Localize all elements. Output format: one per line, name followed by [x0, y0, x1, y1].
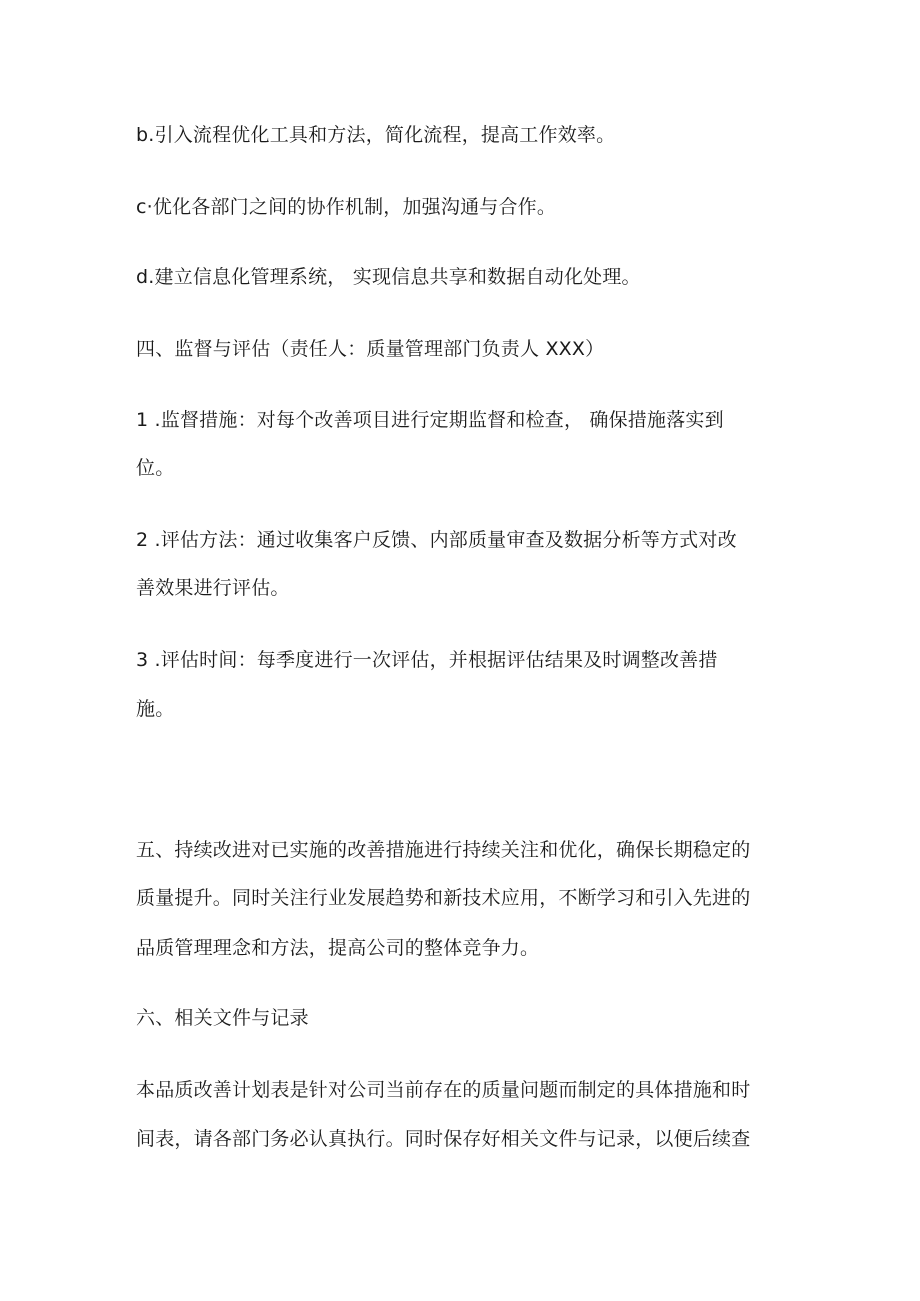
section-heading-documents-records: 六、相关文件与记录 [136, 1007, 309, 1029]
text-line-1-supervision-measures: 1 .监督措施：对每个改善项目进行定期监督和检查， 确保措施落实到 [136, 409, 724, 431]
text-line-1-continued: 位。 [136, 457, 175, 479]
text-line-closing-1: 本品质改善计划表是针对公司当前存在的质量问题而制定的具体措施和时 [136, 1079, 751, 1101]
text-line-3-evaluation-time: 3 .评估时间：每季度进行一次评估，并根据评估结果及时调整改善措 [136, 649, 718, 671]
text-line-2-evaluation-method: 2 .评估方法：通过收集客户反馈、内部质量审查及数据分析等方式对改 [136, 529, 737, 551]
text-line-2-continued: 善效果进行评估。 [136, 577, 290, 599]
text-line-closing-2: 间表，请各部门务必认真执行。同时保存好相关文件与记录，以便后续查 [136, 1128, 751, 1150]
section-heading-continuous-improvement: 五、持续改进对已实施的改善措施进行持续关注和优化，确保长期稳定的 [136, 839, 751, 861]
text-line-continuous-improvement-3: 品质管理理念和方法，提高公司的整体竞争力。 [136, 937, 540, 959]
text-line-d-information-system: d.建立信息化管理系统， 实现信息共享和数据自动化处理。 [136, 266, 641, 288]
text-line-continuous-improvement-2: 质量提升。同时关注行业发展趋势和新技术应用，不断学习和引入先进的 [136, 887, 751, 909]
section-heading-supervision: 四、监督与评估（责任人：质量管理部门负责人 XXX） [136, 338, 605, 360]
text-line-c-collaboration: c·优化各部门之间的协作机制，加强沟通与合作。 [136, 196, 557, 218]
text-line-3-continued: 施。 [136, 698, 175, 720]
text-line-b-process-optimization: b.引入流程优化工具和方法，简化流程，提高工作效率。 [136, 124, 616, 146]
